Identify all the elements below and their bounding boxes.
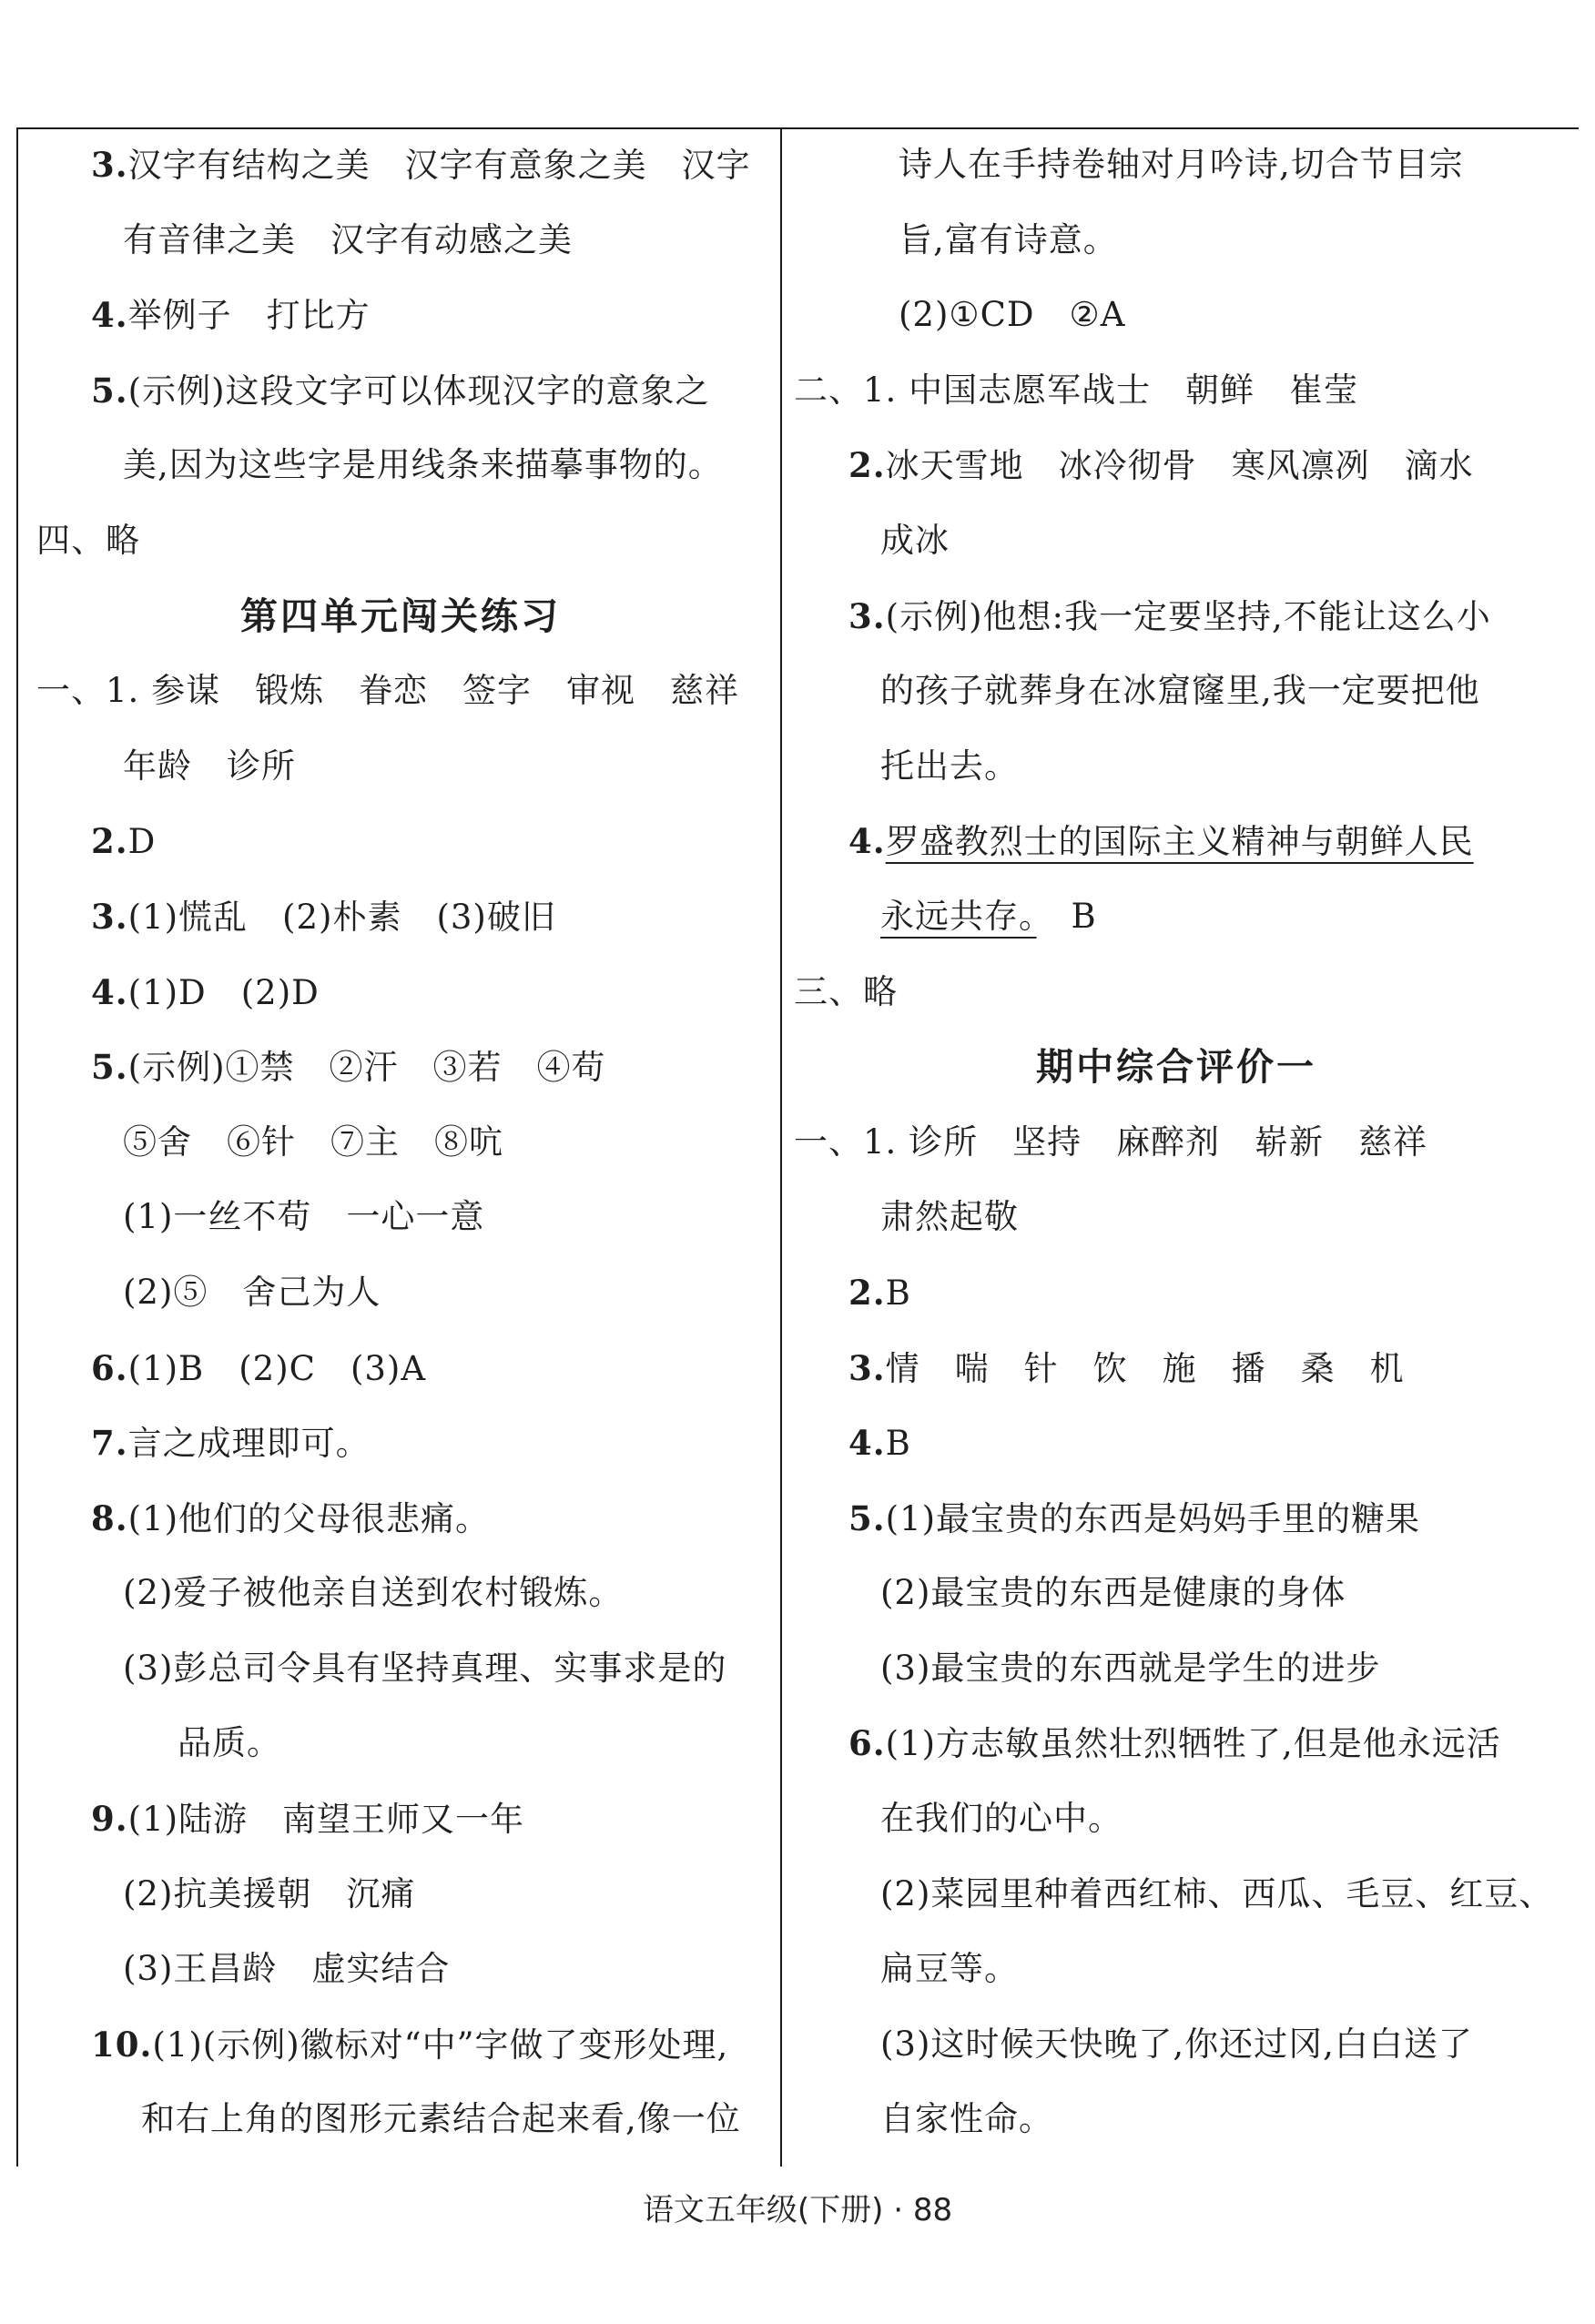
answer-line (36, 127, 765, 203)
answer-line (794, 729, 1559, 805)
answer-text: 期中综合评价一 (1036, 1045, 1316, 1090)
answer-line (36, 1706, 765, 1781)
answer-text: 在我们的心中。 (880, 1799, 1123, 1839)
answer-line (36, 1481, 765, 1557)
question-number: 4. (91, 295, 128, 336)
question-number: 2. (848, 445, 886, 486)
answer-line (794, 1331, 1559, 1406)
section-heading (794, 1030, 1559, 1105)
answer-text: 罗盛教烈士的国际主义精神与朝鲜人民 (885, 822, 1474, 862)
answer-text: 和右上角的图形元素结合起来看,像一位 (141, 2099, 741, 2139)
answer-line (794, 1105, 1559, 1181)
answer-text: (1)慌乱 (2)朴素 (3)破旧 (127, 897, 556, 937)
answer-line (36, 879, 765, 955)
question-number: 6. (848, 1723, 886, 1764)
question-number: 9. (91, 1799, 128, 1840)
answer-line (36, 503, 765, 579)
answer-text: (3)这时候天快晚了,你还过冈,白白送了 (880, 2024, 1473, 2064)
answer-text: (1)B (2)C (3)A (127, 1348, 427, 1388)
question-number: 4. (848, 821, 886, 862)
answer-text: ⑤舍 ⑥针 ⑦主 ⑧吭 (123, 1121, 503, 1162)
answer-text: 年龄 诊所 (123, 746, 296, 786)
answer-text: 托出去。 (880, 746, 1019, 786)
answer-line (36, 1180, 765, 1255)
answer-line (794, 2007, 1559, 2083)
answer-text: 有音律之美 汉字有动感之美 (123, 219, 573, 259)
answer-text: 一、1. 参谋 锻炼 眷恋 签字 审视 慈祥 (36, 671, 740, 711)
answer-text: 举例子 打比方 (127, 296, 371, 336)
question-number: 2. (91, 821, 128, 862)
answer-line (36, 1331, 765, 1406)
answer-line (794, 1556, 1559, 1631)
answer-text: 四、略 (36, 520, 140, 560)
question-number: 5. (91, 1047, 128, 1088)
right-column (794, 127, 1559, 2157)
answer-text: 冰天雪地 冰冷彻骨 寒风凛冽 滴水 (885, 446, 1474, 486)
left-margin-rule (16, 127, 18, 2167)
answer-text: 诗人在手持卷轴对月吟诗,切合节目宗 (899, 145, 1464, 184)
answer-text: 旨,富有诗意。 (899, 219, 1118, 259)
question-number: 5. (91, 370, 128, 411)
answer-line (36, 1030, 765, 1105)
page-footer: 语文五年级(下册) · 88 (642, 2192, 953, 2228)
answer-text: (2)爱子被他亲自送到农村锻炼。 (123, 1573, 624, 1613)
answer-text: (2)①CD ②A (899, 295, 1126, 335)
answer-choice: B (1036, 896, 1097, 936)
answer-text: 品质。 (178, 1723, 281, 1763)
answer-line (794, 203, 1559, 279)
question-number: 5. (848, 1497, 886, 1538)
answer-text: (3)王昌龄 虚实结合 (123, 1949, 451, 1989)
answer-line (794, 1255, 1559, 1331)
question-number: 3. (91, 896, 128, 937)
answer-text: B (885, 1273, 911, 1313)
answer-text: 言之成理即可。 (127, 1424, 371, 1464)
answer-text: (1)陆游 南望王师又一年 (127, 1800, 525, 1840)
column-divider (780, 127, 782, 2167)
answer-text: 成冰 (880, 520, 950, 560)
answer-text: (1)(示例)徽标对“中”字做了变形处理, (152, 2025, 729, 2065)
answer-text: (2)⑤ 舍己为人 (123, 1272, 381, 1312)
answer-line (794, 1406, 1559, 1481)
answer-line (36, 1255, 765, 1331)
question-number: 10. (91, 2024, 153, 2065)
answer-text: 第四单元闯关练习 (240, 594, 561, 638)
answer-text: 自家性命。 (880, 2099, 1053, 2139)
answer-text: (1)方志敏虽然壮烈牺牲了,但是他永远活 (885, 1724, 1501, 1764)
answer-line (794, 278, 1559, 353)
answer-text: 永远共存。 (880, 896, 1037, 936)
answer-line (36, 2082, 765, 2157)
answer-line (36, 955, 765, 1030)
answer-line (36, 1857, 765, 1933)
question-number: 8. (91, 1497, 128, 1538)
answer-text: 一、1. 诊所 坚持 麻醉剂 崭新 慈祥 (794, 1121, 1428, 1162)
answer-line (794, 353, 1559, 429)
answer-text: 扁豆等。 (880, 1949, 1019, 1989)
answer-line (794, 503, 1559, 579)
answer-line (36, 428, 765, 503)
answer-text: B (885, 1424, 911, 1464)
answer-line (794, 579, 1559, 655)
answer-line (794, 1180, 1559, 1255)
answer-text: 汉字有结构之美 汉字有意象之美 汉字 (127, 146, 751, 185)
answer-text: 美,因为这些字是用线条来描摹事物的。 (123, 445, 723, 485)
answer-line (36, 1556, 765, 1631)
answer-line (36, 1781, 765, 1857)
answer-line (794, 1781, 1559, 1857)
question-number: 6. (91, 1347, 128, 1388)
answer-line (36, 1105, 765, 1181)
question-number: 3. (91, 145, 128, 185)
answer-line (36, 353, 765, 429)
section-heading (36, 579, 765, 655)
question-number: 7. (91, 1423, 128, 1464)
question-number: 2. (848, 1272, 886, 1313)
answer-text: (2)菜园里种着西红柿、西瓜、毛豆、红豆、 (880, 1873, 1554, 1913)
answer-line (794, 1932, 1559, 2007)
answer-text: 的孩子就葬身在冰窟窿里,我一定要把他 (880, 671, 1480, 711)
answer-line (794, 428, 1559, 503)
answer-line (36, 278, 765, 353)
answer-line (36, 654, 765, 729)
question-number: 4. (848, 1423, 886, 1464)
answer-text: 二、1. 中国志愿军战士 朝鲜 崔莹 (794, 370, 1359, 410)
answer-text: (1)最宝贵的东西是妈妈手里的糖果 (885, 1498, 1421, 1538)
question-number: 3. (848, 1347, 886, 1388)
answer-line (794, 955, 1559, 1030)
answer-text: 情 喘 针 饮 施 播 桑 机 (885, 1348, 1405, 1388)
question-number: 4. (91, 971, 128, 1012)
answer-line (794, 2082, 1559, 2157)
answer-line (36, 804, 765, 879)
answer-line (794, 879, 1559, 955)
answer-line (36, 2007, 765, 2083)
answer-text: (示例)他想:我一定要坚持,不能让这么小 (885, 596, 1491, 636)
answer-line (794, 1631, 1559, 1707)
answer-text: (3)彭总司令具有坚持真理、实事求是的 (123, 1648, 727, 1688)
answer-text: (1)D (2)D (127, 972, 320, 1012)
answer-text: (2)抗美援朝 沉痛 (123, 1873, 416, 1913)
answer-text: 三、略 (794, 971, 898, 1011)
answer-text: 肃然起敬 (880, 1197, 1019, 1237)
answer-line (794, 654, 1559, 729)
answer-line (36, 729, 765, 805)
question-number: 3. (848, 595, 886, 636)
answer-text: (2)最宝贵的东西是健康的身体 (880, 1573, 1346, 1613)
answer-text: (1)一丝不苟 一心一意 (123, 1197, 485, 1237)
answer-line (794, 127, 1559, 203)
left-column (36, 127, 765, 2157)
answer-line (36, 1631, 765, 1707)
answer-line (36, 1932, 765, 2007)
answer-text: (示例)这段文字可以体现汉字的意象之 (127, 370, 710, 411)
answer-text: (3)最宝贵的东西就是学生的进步 (880, 1648, 1381, 1688)
answer-text: (1)他们的父母很悲痛。 (127, 1498, 491, 1538)
answer-line (794, 1706, 1559, 1781)
answer-line (794, 1481, 1559, 1557)
answer-line (36, 203, 765, 279)
answer-line (36, 1406, 765, 1481)
answer-line (794, 804, 1559, 879)
answer-line (794, 1857, 1559, 1933)
answer-text: D (127, 822, 157, 862)
answer-text: (示例)①禁 ②汗 ③若 ④苟 (127, 1048, 606, 1088)
